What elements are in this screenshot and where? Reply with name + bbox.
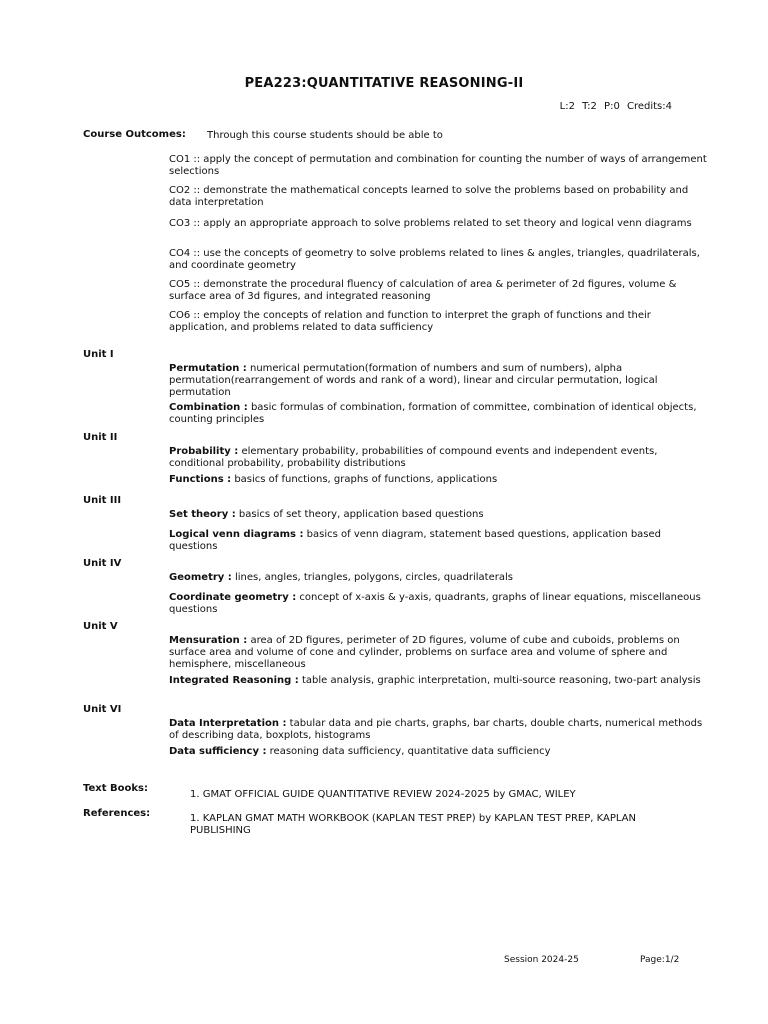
topic-text: lines, angles, triangles, polygons, circles, quadrilaterals <box>231 572 513 583</box>
session-footer: Session 2024-25 <box>504 955 579 965</box>
topic-text: area of 2D figures, perimeter of 2D figures, volume of cube and cuboids, problems on surface area and volume of cone and cylinder, problems on surface area and volume of sphere and hemisphere, miscellaneous <box>169 635 680 670</box>
unit-label: Unit V <box>83 621 118 632</box>
credits-line: L:2 T:2 P:0 Credits:4 <box>559 101 672 112</box>
unit-topic <box>169 592 709 616</box>
topic-text: tabular data and pie charts, graphs, bar charts, double charts, numerical methods of describing data, boxplots, histograms <box>169 718 703 741</box>
topic-heading: Mensuration : <box>169 635 248 646</box>
topic-text: concept of x-axis & y-axis, quadrants, graphs of linear equations, miscellaneous questions <box>169 592 701 615</box>
unit-topic <box>169 474 709 486</box>
outcome-item: CO5 :: demonstrate the procedural fluency of calculation of area & perimeter of 2d figures, volume & surface area of 3d figures, and integrated reasoning <box>169 279 677 302</box>
topic-heading: Coordinate geometry : <box>169 592 297 603</box>
topic-text: reasoning data sufficiency, quantitative data sufficiency <box>266 746 551 757</box>
unit-label: Unit VI <box>83 704 122 715</box>
topic-heading: Probability : <box>169 446 239 457</box>
outcome-item: CO1 :: apply the concept of permutation and combination for counting the number of ways of arrangement selections <box>169 154 707 177</box>
page-number: Page:1/2 <box>640 955 680 965</box>
unit-topic <box>169 746 709 758</box>
unit-label: Unit IV <box>83 558 122 569</box>
reference-item: 1. KAPLAN GMAT MATH WORKBOOK (KAPLAN TEST PREP) by KAPLAN TEST PREP, KAPLAN PUBLISHING <box>190 813 636 836</box>
topic-heading: Permutation : <box>169 363 247 374</box>
unit-topic <box>169 529 709 553</box>
unit-topic <box>169 509 709 521</box>
topic-heading: Logical venn diagrams : <box>169 529 304 540</box>
unit-topic <box>169 718 709 742</box>
unit-topic <box>169 675 709 687</box>
topic-text: table analysis, graphic interpretation, multi-source reasoning, two-part analysis <box>298 675 701 686</box>
topic-text: basics of venn diagram, statement based questions, application based questions <box>169 529 662 552</box>
outcome-item: CO4 :: use the concepts of geometry to solve problems related to lines & angles, triangles, quadrilaterals, and coordinate geometry <box>169 248 700 271</box>
topic-heading: Combination : <box>169 402 248 413</box>
unit-label: Unit I <box>83 349 114 360</box>
topic-text: numerical permutation(formation of numbers and sum of numbers), alpha permutation(rearrangement of words and rank of a word), linear and circular permutation, logical permutation <box>169 363 658 398</box>
references-label: References: <box>83 808 151 819</box>
topic-heading: Integrated Reasoning : <box>169 675 299 686</box>
unit-topic <box>169 402 709 426</box>
topic-heading: Data Interpretation : <box>169 718 287 729</box>
outcome-item: CO6 :: employ the concepts of relation and function to interpret the graph of functions and their application, and problems related to data sufficiency <box>169 310 651 333</box>
unit-label: Unit II <box>83 432 118 443</box>
topic-heading: Functions : <box>169 474 232 485</box>
outcome-item: CO2 :: demonstrate the mathematical concepts learned to solve the problems based on probability and data interpretation <box>169 185 689 208</box>
unit-label: Unit III <box>83 495 122 506</box>
topic-text: basics of functions, graphs of functions, applications <box>231 474 498 485</box>
course-outcomes-label: Course Outcomes: <box>83 129 186 140</box>
text-books-label: Text Books: <box>83 783 148 794</box>
topic-text: elementary probability, probabilities of compound events and independent events, conditional probability, probability distributions <box>169 446 658 469</box>
outcome-item: CO3 :: apply an appropriate approach to solve problems related to set theory and logical venn diagrams <box>169 218 692 229</box>
text-book-item: 1. GMAT OFFICIAL GUIDE QUANTITATIVE REVIEW 2024-2025 by GMAC, WILEY <box>190 789 576 800</box>
topic-heading: Data sufficiency : <box>169 746 267 757</box>
topic-heading: Geometry : <box>169 572 232 583</box>
course-outcomes-intro: Through this course students should be able to <box>207 130 443 141</box>
course-title: PEA223:QUANTITATIVE REASONING-II <box>244 76 524 91</box>
topic-heading: Set theory : <box>169 509 236 520</box>
topic-text: basics of set theory, application based questions <box>235 509 484 520</box>
unit-topic <box>169 363 709 399</box>
unit-topic <box>169 446 709 470</box>
unit-topic <box>169 635 709 671</box>
unit-topic <box>169 572 709 584</box>
topic-text: basic formulas of combination, formation of committee, combination of identical objects, counting principles <box>169 402 697 425</box>
